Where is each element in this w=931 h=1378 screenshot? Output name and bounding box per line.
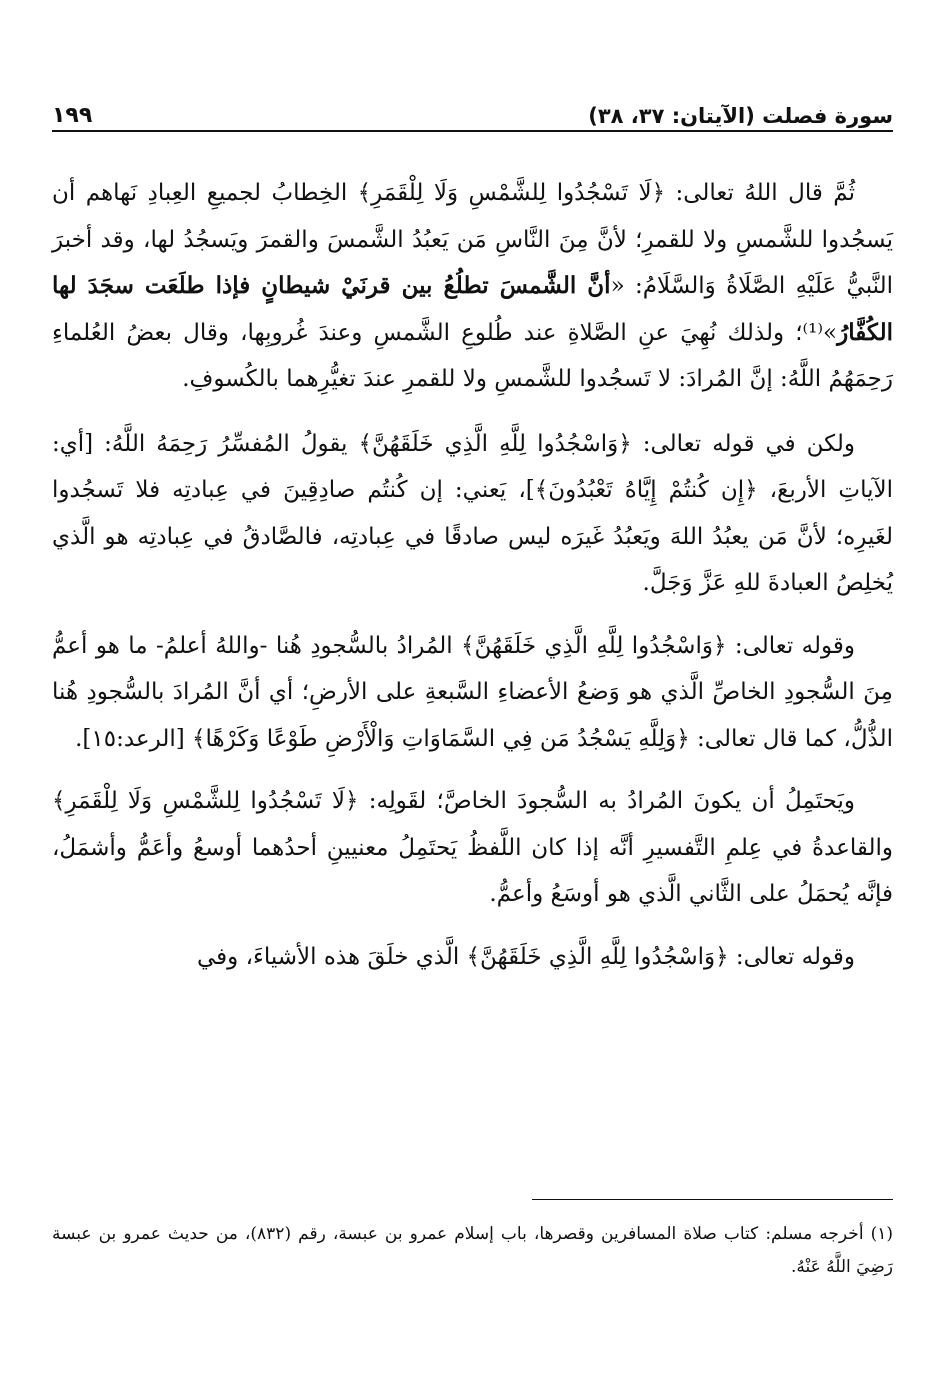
- hadith-quote: أنَّ الشَّمسَ تطلُعُ بين قرنَيْ شيطانٍ فإذا طلَعَت سجَدَ لها الكُفَّارُ: [52, 272, 893, 346]
- page-number: ١٩٩: [52, 103, 93, 128]
- paragraph-3-text: وقوله تعالى: ﴿وَاسْجُدُوا لِلَّهِ الَّذِي خَلَقَهُنَّ﴾ المُرادُ بالسُّجودِ هُنا -واللهُ أعلمُ- ما هو أعمُّ مِنَ السُّجودِ الخاصِّ الَّذي هو وَضعُ الأعضاءِ السَّبعةِ على الأرضِ؛ أي أنَّ المُرادَ بالسُّجودِ هُنا الذُّلُّ، كما قال تعالى: ﴿وَلِلَّهِ يَسْجُدُ مَن فِي السَّمَاوَاتِ وَالْأَرْضِ طَوْعًا وَكَرْهًا﴾ [الرعد:١٥].: [52, 632, 893, 752]
- footnote-1: (١) أخرجه مسلم: كتاب صلاة المسافرين وقصرها، باب إسلام عمرو بن عبسة، رقم (٨٣٢)، من حديث عمرو بن عبسة رَضِيَ اللَّهُ عَنْهُ.: [52, 1224, 893, 1277]
- paragraph-1-text: ثُمَّ قال اللهُ تعالى: ﴿لَا تَسْجُدُوا لِلشَّمْسِ وَلَا لِلْقَمَرِ﴾ الخِطابُ لجميعِ العِبادِ نَهاهم أن يَسجُدوا للشَّمسِ ولا للقمرِ؛ لأنَّ مِنَ النَّاسِ مَن يَعبُدُ الشَّمسَ والقمرَ ويَسجُدُ لها، وقد أخبرَ النَّبيُّ عَلَيْهِ الصَّلَاةُ وَالسَّلَامُ: «: [52, 180, 893, 299]
- header-divider: [52, 130, 893, 132]
- paragraph-1-text-cont: »⁽¹⁾؛ ولذلك نُهِيَ عنِ الصَّلاةِ عند طُلوعِ الشَّمسِ وعندَ غُروبِها، وقال بعضُ العُلماءِ رَحِمَهُمُ اللَّهُ: إنَّ المُرادَ: لا تَسجُدوا للشَّمسِ ولا للقمرِ عندَ تغيُّرِهما بالكُسوفِ.: [52, 319, 893, 392]
- paragraph-4: [52, 778, 893, 918]
- paragraph-5: [52, 934, 893, 981]
- paragraph-3: [52, 623, 893, 763]
- paragraph-5-text: وقوله تعالى: ﴿وَاسْجُدُوا لِلَّهِ الَّذِي خَلَقَهُنَّ﴾ الَّذي خلَقَ هذه الأشياءَ، وفي: [197, 943, 855, 970]
- page-header: [52, 88, 893, 128]
- footnote-divider: [532, 1199, 893, 1200]
- paragraph-2: [52, 421, 893, 607]
- paragraph-4-text: ويَحتَمِلُ أن يكونَ المُرادُ به السُّجودَ الخاصَّ؛ لقَولِه: ﴿لَا تَسْجُدُوا لِلشَّمْسِ وَلَا لِلْقَمَرِ﴾ والقاعدةُ في عِلمِ التَّفسيرِ أنَّه إذا كان اللَّفظُ يَحتَمِلُ معنيينِ أحدُهما أوسعُ وأعَمُّ وأشمَلُ، فإنَّه يُحمَلُ على الثَّاني الَّذي هو أوسَعُ وأعمُّ.: [52, 788, 893, 907]
- footnotes: [52, 1218, 893, 1284]
- main-text: [52, 170, 893, 996]
- paragraph-2-text: ولكن في قوله تعالى: ﴿وَاسْجُدُوا لِلَّهِ الَّذِي خَلَقَهُنَّ﴾ يقولُ المُفسِّرُ رَحِمَهُ اللَّهُ: [أي: الآياتِ الأربعَ، ﴿إِن كُنتُمْ إِيَّاهُ تَعْبُدُونَ﴾]، يَعني: إن كُنتُم صادِقِينَ في عِبادتِه فلا تَسجُدوا لغَيرِه؛ لأنَّ مَن يعبُدُ اللهَ ويَعبُدُ غَيرَه ليس صادقًا في عِبادتِه، فالصَّادقُ في عِبادتِه هو الَّذي يُخلِصُ العبادةَ للهِ عَزَّ وَجَلَّ.: [52, 430, 893, 596]
- surah-title: سورة فصلت (الآيتان: ٣٧، ٣٨): [588, 104, 893, 128]
- paragraph-1: [52, 170, 893, 403]
